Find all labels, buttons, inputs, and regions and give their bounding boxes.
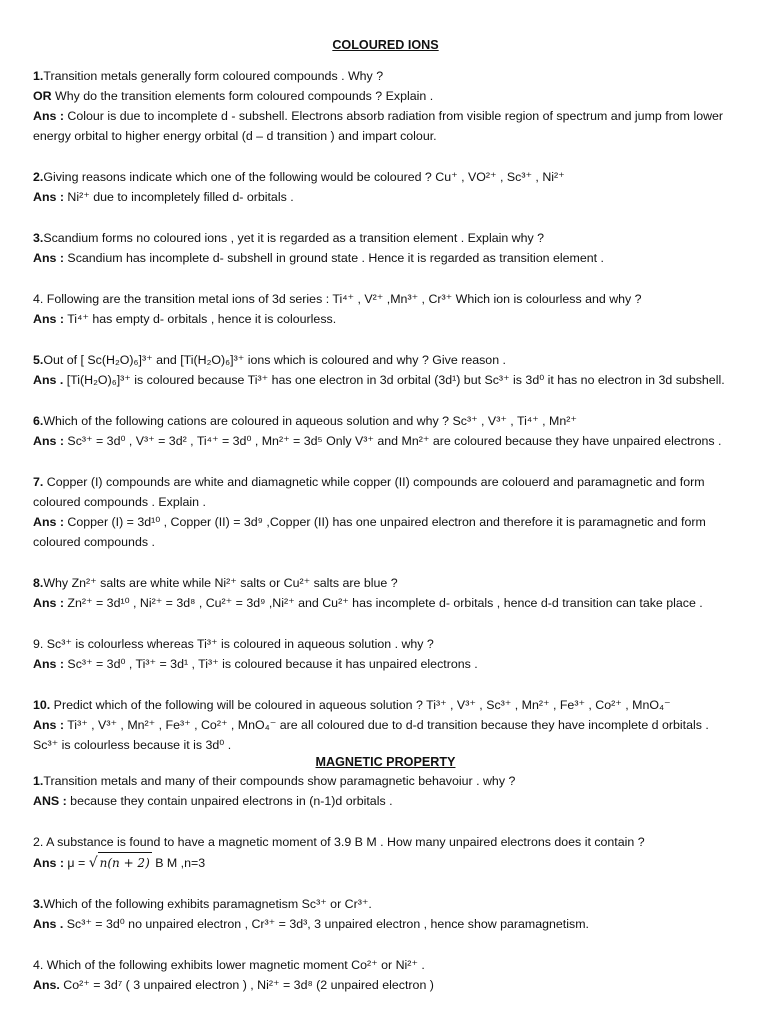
question-text: 4. Following are the transition metal ions of 3d series : Ti⁴⁺ , V²⁺ ,Mn³⁺ , Cr³⁺ Which ion is colourless and why ?	[33, 292, 642, 306]
answer-text: Sc³⁺ = 3d⁰ , Ti³⁺ = 3d¹ , Ti³⁺ is coloured because it has unpaired electrons .	[63, 657, 478, 671]
answer-text: Sc³⁺ = 3d⁰ no unpaired electron , Cr³⁺ = 3d³, 3 unpaired electron , hence show paramagnetism.	[63, 917, 589, 931]
answer-label: Ans :	[33, 251, 64, 265]
question-number: 8.	[33, 576, 44, 590]
answer-text: Zn²⁺ = 3d¹⁰ , Ni²⁺ = 3d⁸ , Cu²⁺ = 3d⁹ ,Ni²⁺ and Cu²⁺ has incomplete d- orbitals , hence d-d transition can take place .	[63, 596, 703, 610]
question-text: 9. Sc³⁺ is colourless whereas Ti³⁺ is coloured in aqueous solution . why ?	[33, 637, 434, 651]
answer-text: μ =	[63, 856, 89, 870]
answer-label: Ans :	[33, 596, 64, 610]
question-4	[33, 289, 738, 329]
magnetic-question-2	[33, 832, 738, 873]
question-9	[33, 634, 738, 674]
or-label: OR	[33, 89, 52, 103]
answer-label: Ans :	[33, 856, 64, 870]
question-text: Transition metals generally form coloured compounds . Why ?	[43, 69, 384, 83]
answer-text: Ti³⁺ , V³⁺ , Mn²⁺ , Fe³⁺ , Co²⁺ , MnO₄⁻ are all coloured due to d-d transition because they have incomplete d orbitals .	[63, 718, 709, 732]
question-text: Out of [ Sc(H₂O)₆]³⁺ and [Ti(H₂O)₆]³⁺ ions which is coloured and why ? Give reason .	[43, 353, 506, 367]
question-3	[33, 228, 738, 268]
question-number: 5.	[33, 353, 44, 367]
answer-text: Co²⁺ = 3d⁷ ( 3 unpaired electron ) , Ni²⁺ = 3d⁸ (2 unpaired electron )	[59, 978, 434, 992]
question-text: 4. Which of the following exhibits lower magnetic moment Co²⁺ or Ni²⁺ .	[33, 958, 425, 972]
question-8	[33, 573, 738, 613]
answer-text-suffix: B M ,n=3	[151, 856, 206, 870]
answer-text: Colour is due to incomplete d - subshell. Electrons absorb radiation from visible region of spectrum and jump from lower energy orbital to higher energy orbital (d – d transition ) and impart colour.	[33, 109, 724, 143]
answer-label: Ans :	[33, 434, 64, 448]
question-alt-text: Why do the transition elements form coloured compounds ? Explain .	[51, 89, 434, 103]
question-text: Which of the following cations are coloured in aqueous solution and why ? Sc³⁺ , V³⁺ , Ti⁴⁺ , Mn²⁺	[43, 414, 577, 428]
answer-text: [Ti(H₂O)₆]³⁺ is coloured because Ti³⁺ has one electron in 3d orbital (3d¹) but Sc³⁺ is 3d⁰ it has no electron in 3d subshell.	[63, 373, 725, 387]
question-text: Which of the following exhibits paramagnetism Sc³⁺ or Cr³⁺.	[43, 897, 372, 911]
answer-text: Ti⁴⁺ has empty d- orbitals , hence it is colourless.	[63, 312, 337, 326]
question-number: 2.	[33, 170, 44, 184]
question-7	[33, 472, 738, 552]
answer-label: Ans :	[33, 312, 64, 326]
question-text: Why Zn²⁺ salts are white while Ni²⁺ salts or Cu²⁺ salts are blue ?	[43, 576, 398, 590]
section-title-magnetic-property: MAGNETIC PROPERTY	[315, 755, 456, 769]
answer-label: Ans .	[33, 917, 64, 931]
question-text: Transition metals and many of their compounds show paramagnetic behavoiur . why ?	[43, 774, 516, 788]
answer-label: Ans.	[33, 978, 60, 992]
question-number: 1.	[33, 69, 44, 83]
answer-label: Ans .	[33, 373, 64, 387]
question-number: 10.	[33, 698, 51, 712]
answer-label: Ans :	[33, 515, 64, 529]
answer-text: Copper (I) = 3d¹⁰ , Copper (II) = 3d⁹ ,Copper (II) has one unpaired electron and therefore it is paramagnetic and form coloured compounds .	[33, 515, 706, 549]
magnetic-question-4	[33, 955, 738, 995]
answer-label: ANS :	[33, 794, 67, 808]
question-text: 2. A substance is found to have a magnetic moment of 3.9 B M . How many unpaired electrons does it contain ?	[33, 835, 645, 849]
magnetic-question-3	[33, 894, 738, 934]
answer-text: Sc³⁺ = 3d⁰ , V³⁺ = 3d² , Ti⁴⁺ = 3d⁰ , Mn²⁺ = 3d⁵ Only V³⁺ and Mn²⁺ are coloured because they have unpaired electrons .	[63, 434, 722, 448]
question-1	[33, 66, 738, 146]
question-text: Copper (I) compounds are white and diamagnetic while copper (II) compounds are colouerd and paramagnetic and form coloured compounds . Explain .	[33, 475, 705, 509]
formula: n(n + 2)	[98, 852, 152, 873]
question-number: 3.	[33, 897, 44, 911]
square-root-icon: √	[88, 855, 98, 871]
question-6	[33, 411, 738, 451]
answer-label: Ans :	[33, 109, 64, 123]
question-number: 6.	[33, 414, 44, 428]
question-text: Giving reasons indicate which one of the following would be coloured ? Cu⁺ , VO²⁺ , Sc³⁺ , Ni²⁺	[43, 170, 565, 184]
question-2	[33, 167, 738, 207]
answer-label: Ans :	[33, 718, 64, 732]
magnetic-question-1	[33, 771, 738, 811]
question-number: 7.	[33, 475, 44, 489]
answer-label: Ans :	[33, 657, 64, 671]
question-number: 3.	[33, 231, 44, 245]
question-text: Predict which of the following will be coloured in aqueous solution ? Ti³⁺ , V³⁺ , Sc³⁺ , Mn²⁺ , Fe³⁺ , Co²⁺ , MnO₄⁻	[50, 698, 671, 712]
section-title-coloured-ions: COLOURED IONS	[332, 38, 439, 52]
answer-label: Ans :	[33, 190, 64, 204]
answer-text: because they contain unpaired electrons in (n-1)d orbitals .	[66, 794, 393, 808]
question-10	[33, 695, 738, 755]
answer-text: Scandium has incomplete d- subshell in ground state . Hence it is regarded as transition element .	[63, 251, 604, 265]
question-5	[33, 350, 738, 390]
answer-text-continued: Sc³⁺ is colourless because it is 3d⁰ .	[33, 738, 232, 752]
question-number: 1.	[33, 774, 44, 788]
answer-text: Ni²⁺ due to incompletely filled d- orbitals .	[63, 190, 294, 204]
question-text: Scandium forms no coloured ions , yet it is regarded as a transition element . Explain why ?	[43, 231, 545, 245]
